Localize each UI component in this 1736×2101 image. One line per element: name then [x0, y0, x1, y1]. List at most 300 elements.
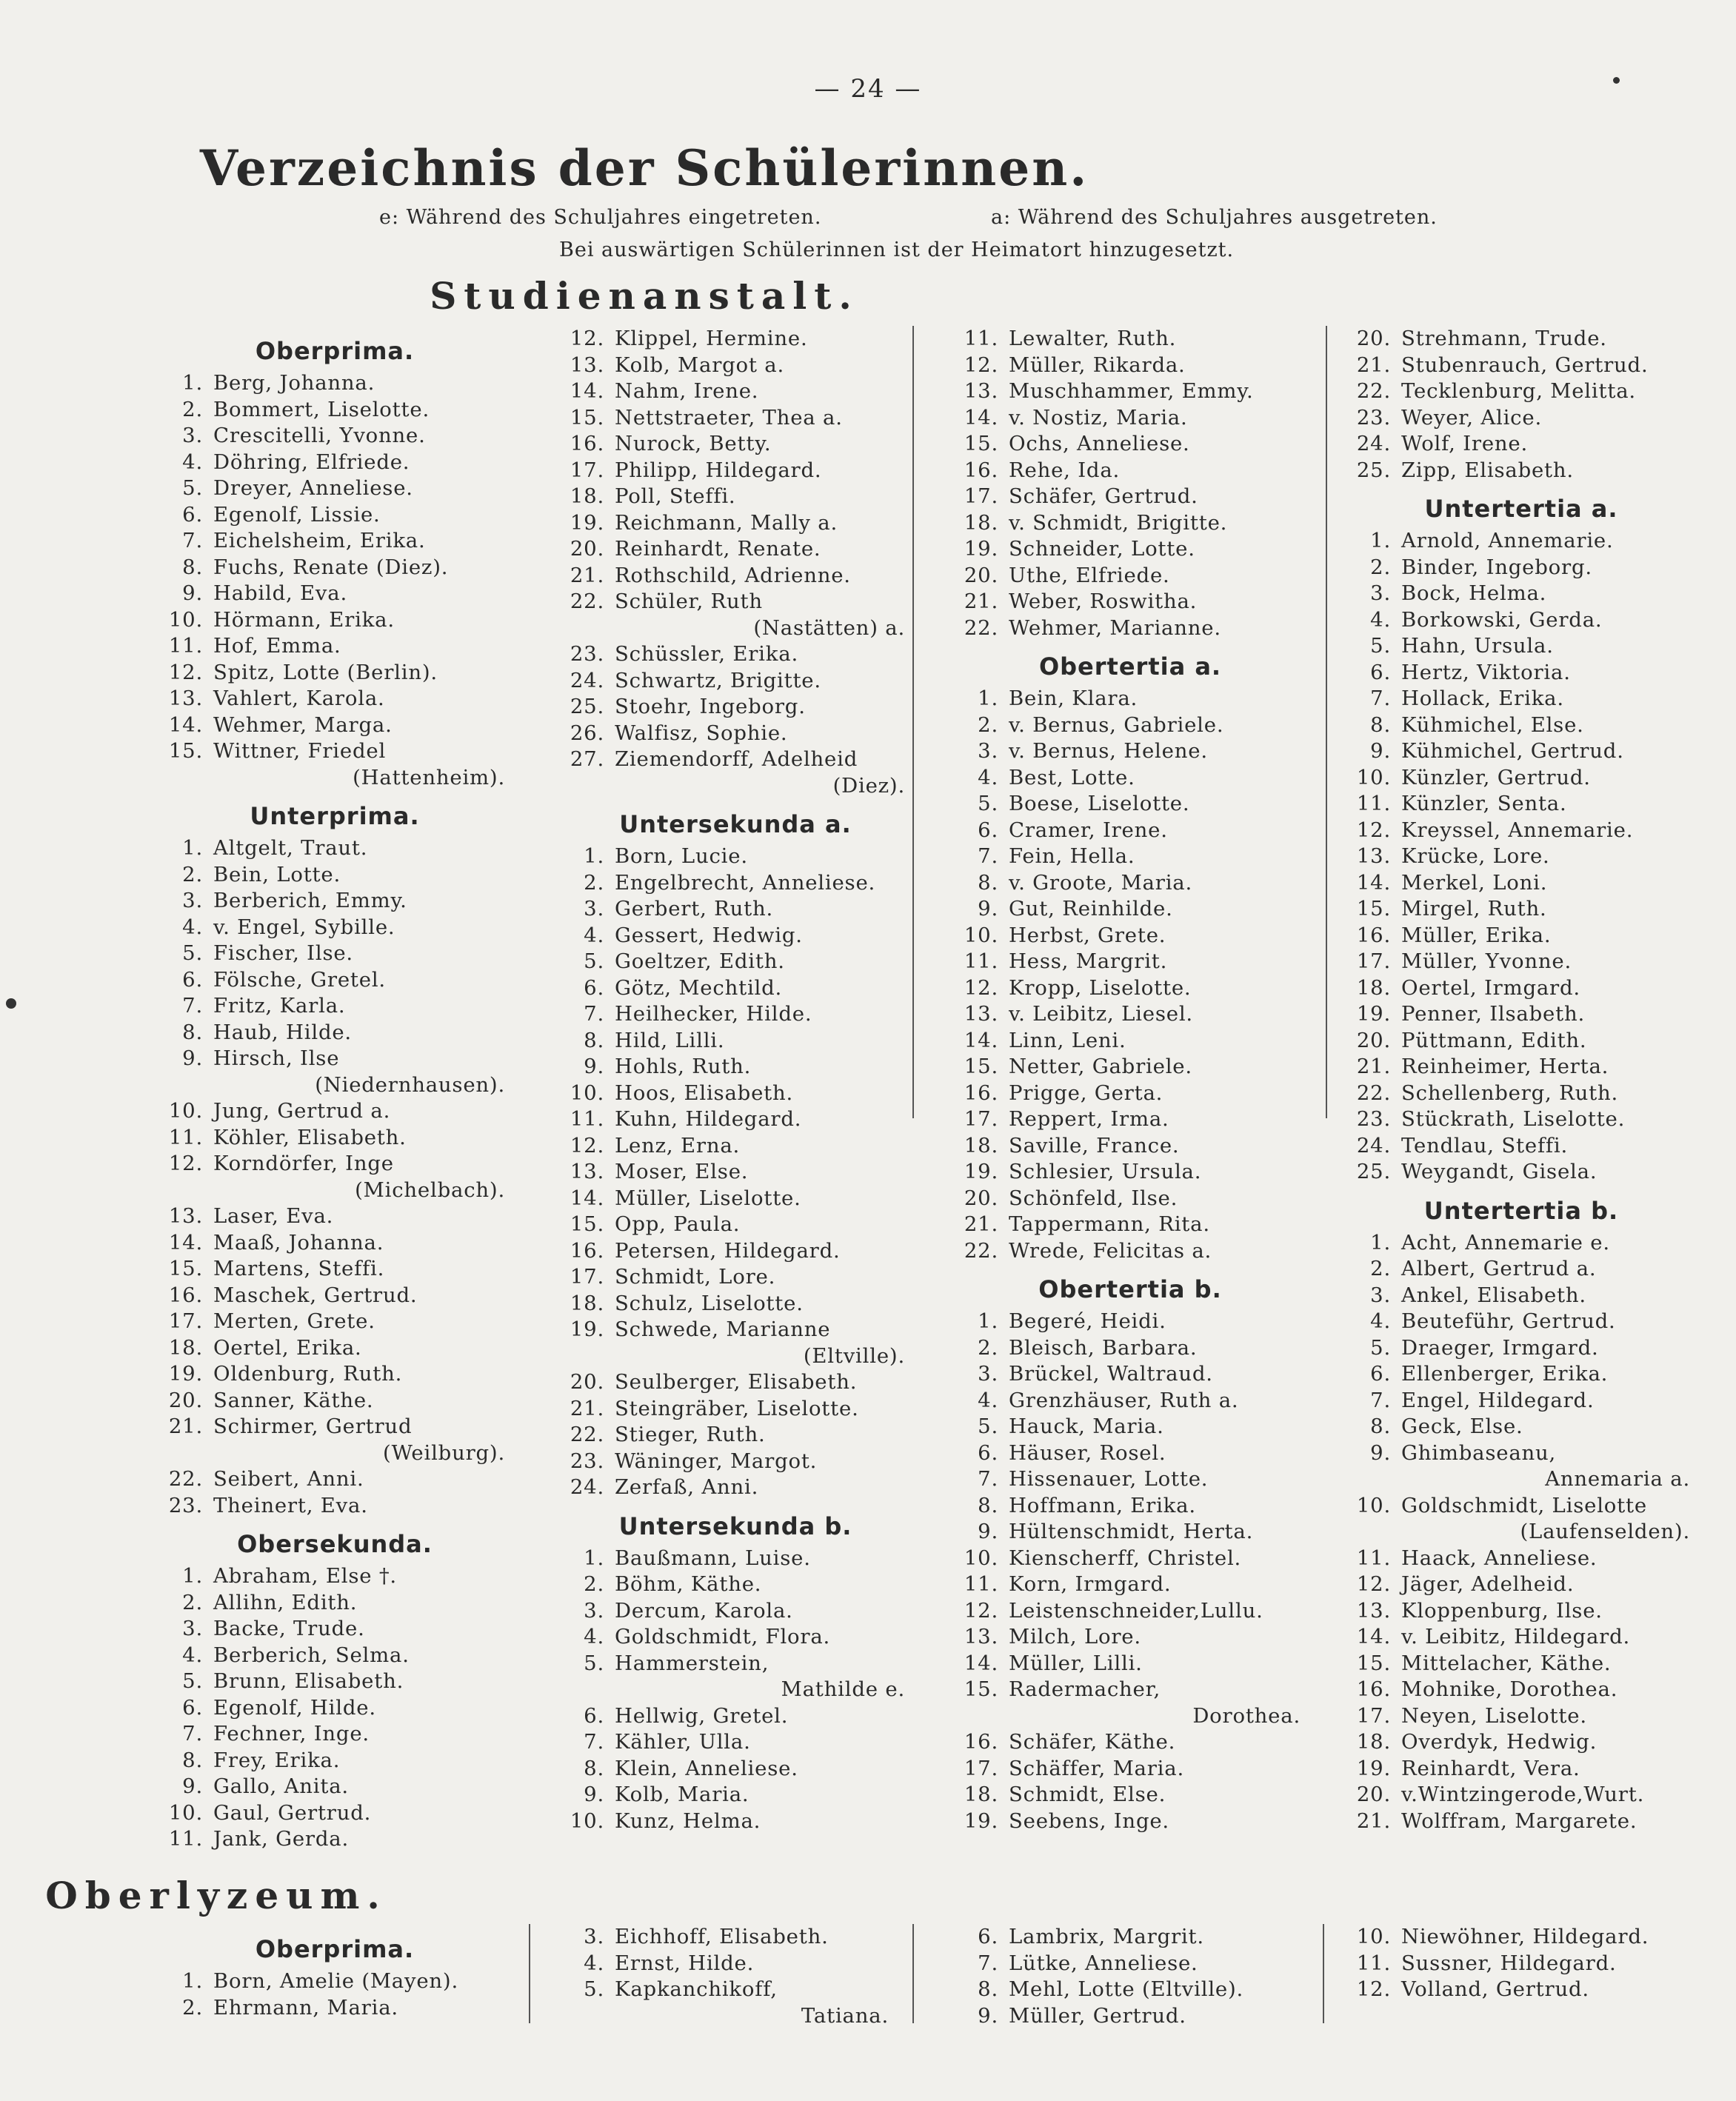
studienanstalt-column-1: [164, 326, 505, 1853]
student-name: Reinhardt, Renate.: [615, 537, 821, 561]
student-name: Backe, Trude.: [213, 1617, 365, 1640]
student-entry: [1352, 1440, 1690, 1467]
entry-number: 22.: [964, 1238, 998, 1263]
student-name: Wolf, Irene.: [1401, 432, 1529, 455]
entry-number: 10.: [1356, 1925, 1391, 1948]
entry-number: 5.: [182, 476, 203, 500]
entry-number: 11.: [168, 1827, 203, 1851]
entry-number: 23.: [570, 1449, 604, 1473]
entry-number: 25.: [1356, 1160, 1391, 1183]
entry-number: 15.: [168, 739, 203, 763]
entry-number: 20.: [168, 1388, 203, 1412]
entry-number: 4.: [584, 1951, 604, 1975]
student-entry: [960, 378, 1301, 405]
student-entry: [1352, 765, 1690, 792]
student-entry: [566, 896, 905, 923]
student-entry: [164, 370, 505, 397]
student-name: Gallo, Anita.: [213, 1774, 349, 1798]
student-entry: [1352, 1361, 1690, 1388]
student-entry: [960, 1106, 1301, 1133]
student-name: Niewöhner, Hildegard.: [1401, 1925, 1649, 1948]
entry-number: 4.: [182, 915, 203, 939]
student-name: Draeger, Irmgard.: [1401, 1335, 1599, 1360]
student-name: Goldschmidt, Flora.: [615, 1625, 831, 1649]
entry-number: 17.: [964, 1107, 998, 1131]
entry-number: 6.: [182, 1695, 203, 1720]
student-name: Hild, Lilli.: [615, 1028, 725, 1052]
student-name: Saville, France.: [1009, 1133, 1180, 1158]
student-entry: [566, 1317, 905, 1343]
entry-number: 2.: [1370, 1257, 1391, 1280]
student-name: Müller, Gertrud.: [1009, 2003, 1186, 2028]
student-name: Bein, Lotte.: [213, 862, 341, 886]
student-name: Götz, Mechtild.: [615, 975, 783, 1000]
student-name: Spitz, Lotte (Berlin).: [213, 660, 438, 684]
entry-number: 2.: [978, 1335, 998, 1360]
student-entry: [960, 536, 1301, 563]
student-name: Lewalter, Ruth.: [1009, 327, 1177, 350]
student-entry: [1352, 1159, 1690, 1186]
class-group: [960, 1924, 1301, 2029]
student-name: v. Leibitz, Hildegard.: [1401, 1625, 1631, 1649]
student-name: Hoos, Elisabeth.: [615, 1080, 794, 1105]
entry-number: 13.: [1356, 1598, 1391, 1623]
student-entry: [960, 1493, 1301, 1520]
entry-number: 8.: [584, 1028, 604, 1052]
student-name: Hültenschmidt, Herta.: [1009, 1520, 1254, 1543]
student-entry: [1352, 1924, 1690, 1951]
class-heading-obertertia-b: Obertertia b.: [1038, 1275, 1222, 1303]
student-name: Döhring, Elfriede.: [213, 450, 410, 474]
student-name: Grenzhäuser, Ruth a.: [1009, 1388, 1239, 1412]
oberlyzeum-column-1: [164, 1924, 505, 2021]
student-name: Born, Amelie (Mayen).: [213, 1969, 458, 1993]
entry-number: 18.: [964, 510, 998, 535]
student-name: Hohls, Ruth.: [615, 1055, 752, 1078]
student-name: Schlesier, Ursula.: [1009, 1160, 1202, 1183]
student-entry: [164, 1563, 505, 1590]
student-entry: [960, 949, 1301, 975]
class-heading-untertertia-a: Untertertia a.: [1424, 495, 1618, 523]
student-entry: [566, 1449, 905, 1475]
entry-number: 3.: [182, 424, 203, 447]
student-name: Fölsche, Gretel.: [213, 967, 386, 992]
column-divider: [1323, 1924, 1324, 2023]
student-name: Reinhardt, Vera.: [1401, 1756, 1580, 1780]
student-entry-continuation: [1352, 1519, 1690, 1546]
entry-number: 16.: [570, 1238, 604, 1263]
student-entry: [566, 1133, 905, 1160]
student-name: Gut, Reinhilde.: [1009, 897, 1173, 921]
student-name: Schmidt, Lore.: [615, 1265, 776, 1289]
student-entry: [1352, 870, 1690, 897]
student-name: Haub, Hilde.: [213, 1020, 352, 1044]
student-name: Klippel, Hermine.: [615, 327, 808, 350]
entry-number: 22.: [964, 615, 998, 640]
student-entry: [960, 738, 1301, 765]
student-name: Jäger, Adelheid.: [1401, 1572, 1575, 1596]
entry-number: 17.: [1356, 1703, 1391, 1728]
entry-number: 24.: [570, 1475, 604, 1499]
entry-continuation-text: (Michelbach).: [355, 1178, 505, 1202]
student-name: Rehe, Ida.: [1009, 458, 1121, 482]
student-name: Volland, Gertrud.: [1401, 1977, 1589, 2001]
student-name: Overdyk, Hedwig.: [1401, 1730, 1598, 1754]
student-name: Seulberger, Elisabeth.: [615, 1370, 858, 1394]
entry-number: 10.: [168, 1099, 203, 1123]
student-name: Bock, Helma.: [1401, 581, 1547, 605]
student-name: Müller, Erika.: [1401, 923, 1552, 947]
student-name: Püttmann, Edith.: [1401, 1028, 1587, 1052]
student-name: Hellwig, Gretel.: [615, 1703, 789, 1728]
entry-number: 14.: [1356, 870, 1391, 895]
student-entry: [960, 975, 1301, 1002]
student-name: Sussner, Hildegard.: [1401, 1951, 1617, 1975]
student-name: Jung, Gertrud a.: [213, 1099, 391, 1123]
student-name: Stubenrauch, Gertrud.: [1401, 353, 1649, 377]
student-name: Nurock, Betty.: [615, 432, 772, 455]
student-entry: [566, 721, 905, 747]
student-entry: [960, 563, 1301, 589]
class-heading-untersekunda-b: Untersekunda b.: [618, 1512, 852, 1540]
student-name: Best, Lotte.: [1009, 765, 1135, 789]
entry-continuation-text: Mathilde e.: [781, 1677, 905, 1701]
student-entry: [960, 765, 1301, 792]
entry-number: 17.: [1356, 949, 1391, 973]
entry-number: 24.: [1356, 432, 1391, 455]
student-entry: [164, 888, 505, 915]
entry-number: 2.: [584, 870, 604, 895]
student-entry: [1352, 1106, 1690, 1133]
student-name: Ernst, Hilde.: [615, 1951, 755, 1975]
entry-number: 12.: [1356, 1977, 1391, 2001]
entry-number: 22.: [1356, 379, 1391, 403]
entry-number: 13.: [570, 353, 604, 377]
student-entry: [960, 458, 1301, 484]
student-name: Lambrix, Margrit.: [1009, 1925, 1204, 1948]
entry-number: 21.: [570, 1396, 604, 1420]
entry-number: 6.: [1370, 1362, 1391, 1386]
entry-number: 23.: [570, 642, 604, 666]
student-entry: [960, 353, 1301, 379]
entry-number: 16.: [1356, 1677, 1391, 1701]
entry-number: 8.: [978, 1977, 998, 2001]
student-name: Cramer, Irene.: [1009, 818, 1168, 842]
entry-number: 3.: [584, 1598, 604, 1623]
student-entry: [1352, 791, 1690, 818]
student-entry: [164, 1493, 505, 1520]
student-entry: [1352, 1256, 1690, 1283]
student-name: Stoehr, Ingeborg.: [615, 695, 806, 718]
entry-number: 7.: [584, 1730, 604, 1754]
student-name: Stieger, Ruth.: [615, 1423, 766, 1446]
entry-number: 4.: [1370, 1309, 1391, 1333]
student-entry: [960, 1651, 1301, 1677]
student-entry: [164, 686, 505, 712]
student-entry: [1352, 975, 1690, 1002]
entry-number: 11.: [1356, 792, 1391, 815]
student-entry: [164, 1721, 505, 1748]
student-name: Weber, Roswitha.: [1009, 589, 1198, 613]
student-name: Hoffmann, Erika.: [1009, 1493, 1196, 1517]
student-name: Reinheimer, Herta.: [1401, 1055, 1609, 1078]
student-name: Muschhammer, Emmy.: [1009, 379, 1254, 403]
student-name: Brunn, Elisabeth.: [213, 1669, 404, 1693]
entry-continuation-text: (Hattenheim).: [353, 765, 505, 789]
student-entry: [960, 1546, 1301, 1572]
student-entry: [164, 1335, 505, 1362]
student-entry: [1352, 844, 1690, 870]
entry-number: 6.: [978, 818, 998, 842]
entry-number: 5.: [1370, 1335, 1391, 1360]
entry-number: 20.: [1356, 327, 1391, 350]
entry-number: 12.: [168, 1152, 203, 1175]
student-name: Berberich, Emmy.: [213, 889, 407, 912]
student-entry: [960, 1440, 1301, 1467]
student-name: Künzler, Gertrud.: [1401, 765, 1591, 789]
student-entry: [1352, 896, 1690, 923]
student-entry: [566, 1028, 905, 1055]
class-group: [566, 1924, 889, 2029]
student-entry: [164, 1046, 505, 1072]
student-entry: [960, 1756, 1301, 1783]
student-name: Wittner, Friedel: [213, 739, 387, 763]
entry-number: 21.: [168, 1414, 203, 1438]
entry-number: 19.: [570, 510, 604, 535]
entry-number: 2.: [182, 862, 203, 886]
student-entry: [566, 1729, 905, 1756]
entry-number: 7.: [584, 1002, 604, 1026]
student-name: Schäfer, Gertrud.: [1009, 484, 1198, 508]
entry-number: 15.: [570, 405, 604, 430]
student-entry: [1352, 633, 1690, 660]
student-entry: [164, 633, 505, 660]
entry-number: 20.: [570, 537, 604, 561]
student-name: v. Bernus, Gabriele.: [1009, 712, 1224, 737]
student-entry: [164, 1669, 505, 1695]
entry-number: 5.: [584, 949, 604, 973]
student-name: Schmidt, Else.: [1009, 1783, 1166, 1806]
student-entry: [1352, 1546, 1690, 1572]
student-entry: [960, 1519, 1301, 1546]
entry-number: 3.: [1370, 581, 1391, 605]
entry-continuation-text: (Eltville).: [803, 1343, 905, 1368]
entry-number: 16.: [570, 432, 604, 455]
entry-number: 14.: [168, 1230, 203, 1255]
oberlyzeum-column-4: [1352, 1918, 1690, 2003]
student-name: Laser, Eva.: [213, 1204, 334, 1228]
student-entry: [1352, 818, 1690, 844]
student-entry: [1352, 431, 1690, 458]
student-name: v. Bernus, Helene.: [1009, 739, 1208, 763]
student-name: Poll, Steffi.: [615, 484, 736, 508]
student-name: Oertel, Erika.: [213, 1335, 362, 1360]
student-name: Berberich, Selma.: [213, 1643, 410, 1667]
student-entry: [566, 458, 905, 484]
entry-number: 14.: [964, 405, 998, 430]
student-entry: [960, 1001, 1301, 1028]
entry-number: 20.: [1356, 1028, 1391, 1052]
entry-number: 14.: [570, 1186, 604, 1210]
entry-number: 9.: [1370, 1440, 1391, 1465]
student-entry: [1352, 1571, 1690, 1598]
entry-number: 1.: [978, 687, 998, 710]
student-name: Kähler, Ulla.: [615, 1730, 751, 1754]
student-name: Reichmann, Mally a.: [615, 510, 838, 535]
entry-number: 8.: [978, 870, 998, 895]
entry-number: 9.: [182, 1774, 203, 1798]
entry-number: 9.: [182, 581, 203, 605]
student-name: v. Leibitz, Liesel.: [1009, 1002, 1193, 1026]
student-name: Habild, Eva.: [213, 581, 348, 605]
student-entry: [1352, 1054, 1690, 1080]
entry-number: 10.: [570, 1808, 604, 1833]
entry-number: 6.: [182, 967, 203, 992]
student-name: Engel, Hildegard.: [1401, 1388, 1595, 1412]
class-heading-oberprima: Oberprima.: [255, 337, 415, 365]
student-entry: [1352, 1028, 1690, 1055]
student-entry: [960, 1808, 1301, 1835]
student-entry: [164, 1230, 505, 1257]
studienanstalt-column-2: [566, 320, 905, 1834]
student-entry-continuation: [566, 2003, 889, 2030]
entry-number: 4.: [1370, 607, 1391, 632]
student-entry: [164, 738, 505, 765]
entry-number: 24.: [570, 668, 604, 692]
student-entry: [960, 1159, 1301, 1186]
student-entry: [1352, 1133, 1690, 1160]
student-entry: [566, 1396, 905, 1423]
student-entry: [566, 1264, 905, 1291]
student-entry: [164, 450, 505, 476]
student-name: Leistenschneider,Lullu.: [1009, 1598, 1263, 1623]
student-name: Hauck, Maria.: [1009, 1414, 1164, 1438]
student-entry: [164, 1283, 505, 1309]
student-name: Gaul, Gertrud.: [213, 1800, 372, 1825]
entry-number: 21.: [1356, 353, 1391, 377]
student-entry: [1352, 923, 1690, 949]
student-name: Schirmer, Gertrud: [213, 1414, 413, 1438]
entry-number: 12.: [1356, 1572, 1391, 1596]
student-name: Ellenberger, Erika.: [1401, 1362, 1609, 1386]
student-name: v. Nostiz, Maria.: [1009, 405, 1188, 430]
student-entry: [1352, 1651, 1690, 1677]
student-entry: [1352, 1808, 1690, 1835]
student-entry: [960, 1924, 1301, 1951]
student-name: Kreyssel, Annemarie.: [1401, 818, 1634, 842]
entry-number: 5.: [584, 1651, 604, 1675]
student-entry: [566, 746, 905, 773]
entry-number: 15.: [168, 1257, 203, 1280]
student-name: Baußmann, Luise.: [615, 1546, 811, 1570]
entry-number: 18.: [964, 1783, 998, 1806]
student-entry: [164, 475, 505, 502]
entry-number: 12.: [168, 660, 203, 684]
student-name: Schulz, Liselotte.: [615, 1291, 804, 1315]
student-entry: [164, 1774, 505, 1800]
student-name: Steingräber, Liselotte.: [615, 1396, 859, 1420]
entry-number: 22.: [570, 589, 604, 613]
student-entry: [566, 1951, 889, 1977]
entry-number: 10.: [570, 1080, 604, 1105]
student-name: Born, Lucie.: [615, 844, 748, 868]
entry-number: 15.: [1356, 897, 1391, 921]
ink-dot: [1613, 77, 1620, 84]
entry-number: 16.: [1356, 923, 1391, 947]
student-entry: [566, 1369, 905, 1396]
student-entry: [164, 1020, 505, 1046]
entry-number: 22.: [168, 1467, 203, 1491]
student-name: Zipp, Elisabeth.: [1401, 458, 1574, 482]
student-entry: [164, 1590, 505, 1617]
student-entry: [960, 686, 1301, 712]
entry-continuation-text: Annemaria a.: [1545, 1467, 1690, 1491]
student-name: Fischer, Ilse.: [213, 941, 353, 965]
student-name: Haack, Anneliese.: [1401, 1546, 1598, 1570]
entry-number: 15.: [964, 1055, 998, 1078]
student-entry: [566, 1651, 905, 1677]
entry-number: 22.: [570, 1423, 604, 1446]
student-entry: [164, 660, 505, 687]
student-name: Böhm, Käthe.: [615, 1572, 762, 1596]
entry-continuation-text: (Diez).: [832, 773, 905, 798]
student-entry: [960, 1054, 1301, 1080]
student-name: Dreyer, Anneliese.: [213, 476, 413, 500]
student-name: Ochs, Anneliese.: [1009, 432, 1190, 455]
student-entry: [960, 896, 1301, 923]
student-entry: [1352, 1782, 1690, 1808]
student-entry: [164, 1098, 505, 1125]
entry-number: 4.: [182, 1643, 203, 1667]
entry-number: 3.: [978, 739, 998, 763]
student-entry: [1352, 1230, 1690, 1257]
student-entry: [566, 1782, 905, 1808]
entry-number: 18.: [964, 1133, 998, 1158]
column-divider: [912, 326, 914, 1118]
student-entry: [1352, 1977, 1690, 2003]
student-name: Schüssler, Erika.: [615, 642, 798, 666]
entry-number: 3.: [1370, 1283, 1391, 1307]
student-name: Seebens, Inge.: [1009, 1808, 1169, 1833]
student-name: Borkowski, Gerda.: [1401, 607, 1603, 632]
student-entry: [164, 915, 505, 941]
student-name: Ghimbaseanu,: [1401, 1440, 1557, 1465]
student-entry: [164, 1695, 505, 1722]
entry-number: 8.: [1370, 1414, 1391, 1438]
student-entry: [164, 555, 505, 581]
student-entry: [1352, 1703, 1690, 1730]
entry-number: 6.: [1370, 660, 1391, 684]
student-entry: [566, 668, 905, 695]
entry-number: 2.: [978, 712, 998, 737]
student-entry: [566, 563, 905, 589]
student-entry: [960, 1951, 1301, 1977]
legend-home: Bei auswärtigen Schülerinnen ist der Heimatort hinzugesetzt.: [559, 238, 1235, 261]
student-entry: [566, 1808, 905, 1835]
student-entry: [566, 1106, 905, 1133]
student-entry: [566, 1080, 905, 1107]
student-entry: [1352, 555, 1690, 581]
entry-number: 9.: [182, 1046, 203, 1070]
student-name: Oldenburg, Ruth.: [213, 1362, 403, 1386]
entry-number: 21.: [964, 1212, 998, 1236]
student-name: Petersen, Hildegard.: [615, 1238, 841, 1263]
oberlyzeum-column-2: [566, 1918, 889, 2029]
student-name: Crescitelli, Yvonne.: [213, 424, 426, 447]
entry-number: 11.: [964, 949, 998, 973]
entry-number: 12.: [1356, 818, 1391, 842]
student-name: Neyen, Liselotte.: [1401, 1703, 1587, 1728]
